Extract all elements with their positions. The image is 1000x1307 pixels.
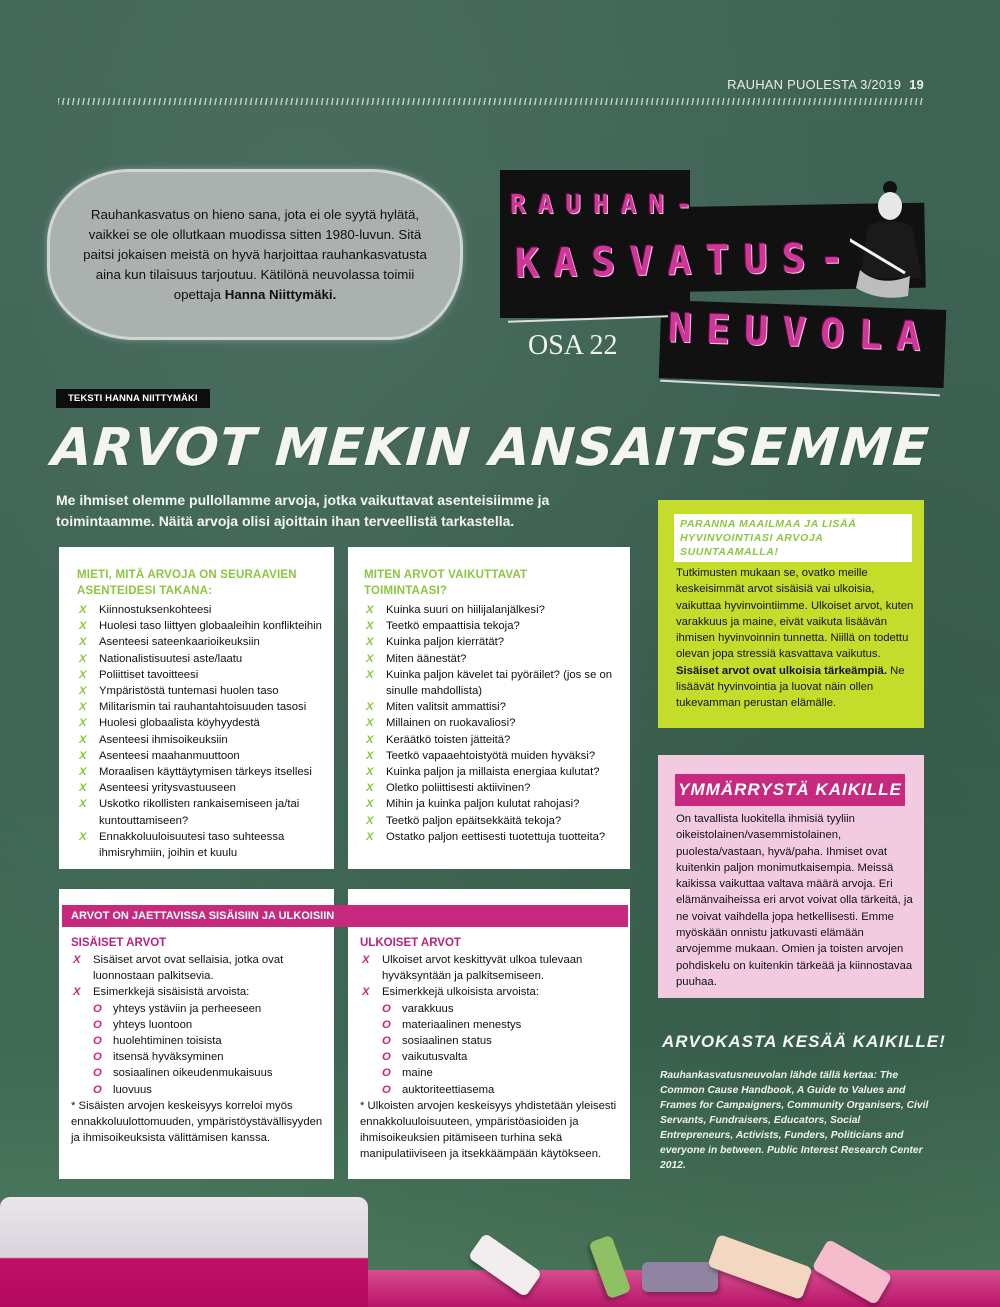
lead-paragraph: Me ihmiset olemme pullollamme arvoja, jotka vaikuttavat asenteisiimme ja toimintaamme. Näitä arvoja olisi ajoittain ihan terveellistä tarkastella.	[56, 492, 550, 529]
intro-body: Rauhankasvatus on hieno sana, jota ei ole syytä hylätä, vaikkei se ole ollutkaan muodissa sitten 1980-luvun. Sitä paitsi jokaisen meistä on hyvä harjoittaa rauhankasvatusta aina kun tilaisuus tarjoutuu. Kätilönä neuvolassa toimii opettaja	[83, 206, 427, 302]
example-item	[360, 1049, 620, 1065]
example-item	[360, 1033, 620, 1049]
intro-author: Hanna Niittymäki.	[224, 286, 337, 302]
list-item-text: Huolesi taso liittyen globaaleihin konflikteihin	[99, 620, 322, 633]
example-text: huolehtiminen toisista	[113, 1035, 222, 1048]
list-item-text: Nationalistisuutesi aste/laatu	[99, 652, 243, 665]
list-item-text: Ennakkoluuloisuutesi taso suhteessa ihmisryhmiin, joihin et kuulu	[99, 830, 285, 860]
list-item-text: Esimerkkejä ulkoisista arvoista:	[382, 986, 539, 999]
x-mark-icon: X	[366, 636, 374, 649]
list-item	[364, 732, 620, 748]
example-text: auktoriteettiasema	[402, 1083, 495, 1096]
list-item-text: Esimerkkejä sisäisistä arvoista:	[93, 986, 250, 999]
list-item-text: Teetkö empaattisia tekoja?	[386, 620, 520, 633]
card-actions	[348, 547, 630, 869]
list-item-text: Miten äänestät?	[386, 652, 467, 665]
o-mark-icon: O	[382, 1067, 391, 1080]
wellbeing-text-end: Ne lisäävät hyvinvointia ja luovat näin ollen tukevamman perustan elämälle.	[676, 664, 905, 710]
x-mark-icon: X	[79, 798, 87, 811]
card-attitudes	[59, 547, 334, 869]
list-item-text: Kuinka paljon ja millaista energiaa kulutat?	[386, 766, 600, 779]
x-mark-icon: X	[79, 620, 87, 633]
running-header	[727, 77, 924, 92]
list-item-text: Keräätkö toisten jätteitä?	[386, 733, 511, 746]
example-text: vaikutusvalta	[402, 1051, 468, 1064]
chalk-purple	[642, 1262, 718, 1292]
x-mark-icon: X	[362, 986, 370, 999]
understanding-heading: YMMÄRRYSTÄ KAIKILLE	[675, 774, 905, 806]
list-item	[364, 602, 620, 618]
list-item	[77, 699, 322, 715]
example-item	[360, 1001, 620, 1017]
list-item	[77, 618, 322, 634]
x-mark-icon: X	[79, 604, 87, 616]
list-item	[364, 667, 620, 699]
inner-values-note: * Sisäisten arvojen keskeisyys korreloi myös ennakkoluulottomuuden, ympäristöystävällisyyden ja ihmisoikeuksista välittämisen kanssa.	[71, 1099, 323, 1145]
x-mark-icon: X	[366, 668, 374, 681]
list-item	[77, 796, 322, 828]
x-mark-icon: X	[366, 814, 374, 827]
x-mark-icon: X	[366, 604, 374, 616]
list-item	[77, 715, 322, 731]
page-number: 19	[909, 77, 924, 92]
x-mark-icon: X	[79, 749, 87, 762]
list-item-text: Kuinka paljon kävelet tai pyöräilet? (jos se on sinulle mahdollista)	[386, 668, 613, 698]
outer-values-heading: ULKOISET ARVOT	[360, 937, 461, 949]
list-item	[71, 984, 324, 1000]
list-item-text: Miten valitsit ammattisi?	[386, 701, 506, 714]
outer-values-points	[360, 952, 620, 1001]
o-mark-icon: O	[93, 1035, 102, 1048]
article-title: ARVOT MEKIN ANSAITSEMME	[49, 418, 932, 478]
example-text: yhteys ystäviin ja perheeseen	[113, 1002, 262, 1015]
list-item-text: Asenteesi ihmisoikeuksiin	[99, 733, 228, 746]
x-mark-icon: X	[366, 620, 374, 633]
inner-values-heading: SISÄISET ARVOT	[71, 937, 167, 949]
list-item	[77, 651, 322, 667]
list-item-text: Huolesi globaalista köyhyydestä	[99, 717, 260, 730]
x-mark-icon: X	[366, 652, 374, 665]
example-text: itsensä hyväksyminen	[113, 1051, 224, 1064]
list-item	[364, 748, 620, 764]
intro-chalk-bubble	[50, 172, 460, 337]
list-item	[364, 764, 620, 780]
list-item-text: Teetkö vapaaehtoistyötä muiden hyväksi?	[386, 749, 596, 762]
x-mark-icon: X	[366, 733, 374, 746]
x-mark-icon: X	[79, 830, 87, 843]
list-item	[77, 829, 322, 861]
list-item-text: Asenteesi sateenkaarioikeuksiin	[99, 636, 260, 649]
list-item-text: Asenteesi yritysvastuuseen	[99, 782, 236, 795]
series-part: OSA 22	[528, 330, 618, 361]
list-item-text: Oletko poliittisesti aktiivinen?	[386, 782, 531, 795]
list-item-text: Kuinka paljon kierrätät?	[386, 636, 505, 649]
example-item	[71, 1065, 324, 1081]
x-mark-icon: X	[366, 766, 374, 779]
list-item	[364, 634, 620, 650]
x-mark-icon: X	[362, 954, 370, 966]
logo-word-kasvatus: KASVATUS-	[514, 235, 859, 287]
example-item	[71, 1049, 324, 1065]
wellbeing-body	[676, 565, 914, 712]
list-item	[71, 952, 324, 984]
wellbeing-box	[658, 500, 924, 728]
list-item-text: Asenteesi maahanmuuttoon	[99, 749, 240, 762]
list-item-text: Ostatko paljon eettisesti tuotettuja tuotteita?	[386, 830, 606, 843]
list-item-text: Sisäiset arvot ovat sellaisia, jotka ovat luonnostaan palkitsevia.	[93, 954, 284, 983]
teacher-photo	[850, 178, 930, 306]
x-mark-icon: X	[366, 830, 374, 843]
list-item-text: Uskotko rikollisten rankaisemiseen ja/tai kuntouttamiseen?	[99, 798, 300, 827]
card-outer-values	[348, 889, 630, 1179]
header-divider	[58, 98, 924, 105]
list-item	[364, 715, 620, 731]
examples-list	[71, 1001, 324, 1098]
o-mark-icon: O	[93, 1002, 102, 1015]
example-item	[360, 1065, 620, 1081]
example-item	[360, 1082, 620, 1098]
x-mark-icon: X	[79, 782, 87, 795]
wellbeing-heading: PARANNA MAAILMAA JA LISÄÄ HYVINVOINTIASI ARVOJA SUUNTAAMALLA!	[674, 514, 912, 562]
list-item-text: Militarismin tai rauhantahtoisuuden tasosi	[99, 701, 307, 714]
o-mark-icon: O	[93, 1018, 102, 1031]
example-item	[360, 1017, 620, 1033]
list-item	[364, 699, 620, 715]
x-mark-icon: X	[366, 782, 374, 795]
list-item	[364, 618, 620, 634]
summer-wish: ARVOKASTA KESÄÄ KAIKILLE!	[662, 1032, 946, 1051]
understanding-body: On tavallista luokitella ihmisiä tyyliin oikeistolainen/vasemmistolainen, puolesta/vastaan, hyvä/paha. Ihmiset ovat kuitenkin paljon monimutkaisempia. Meissä kaikissa vaikuttaa valtava määrä arvoja. Eri elämänvaiheissa eri arvot voivat olla tärkeitä, ja ne voivat vaihdella jopa hetkellisesti. Emme myöskään onnistu jatkuvasti elämään arvojemme mukaan. Omien ja toisten arvojen pohdiskelu on kuitenkin tärkeää ja kiinnostavaa puuhaa.	[676, 813, 913, 988]
actions-list	[364, 602, 620, 845]
list-item-text: Ulkoiset arvot keskittyvät ulkoa tulevaan hyväksyntään ja palkitsemiseen.	[382, 954, 583, 983]
intro-text	[78, 205, 433, 305]
list-item	[77, 732, 322, 748]
publication-name: RAUHAN PUOLESTA 3/2019	[727, 77, 902, 92]
x-mark-icon: X	[366, 798, 374, 811]
list-item	[364, 780, 620, 796]
o-mark-icon: O	[93, 1051, 102, 1064]
x-mark-icon: X	[366, 717, 374, 730]
attitudes-list	[77, 602, 322, 861]
example-text: maine	[402, 1067, 433, 1080]
example-text: varakkuus	[402, 1002, 454, 1015]
x-mark-icon: X	[79, 685, 87, 698]
o-mark-icon: O	[382, 1018, 391, 1031]
list-item	[364, 829, 620, 845]
example-text: yhteys luontoon	[113, 1018, 193, 1031]
x-mark-icon: X	[79, 701, 87, 714]
x-mark-icon: X	[366, 701, 374, 714]
card-actions-heading: MITEN ARVOT VAIKUTTAVAT TOIMINTAASI?	[364, 569, 528, 597]
examples-list	[360, 1001, 620, 1098]
list-item-text: Kuinka suuri on hiilijalanjälkesi?	[386, 604, 545, 616]
example-item	[71, 1001, 324, 1017]
o-mark-icon: O	[382, 1035, 391, 1048]
x-mark-icon: X	[366, 749, 374, 762]
x-mark-icon: X	[79, 636, 87, 649]
x-mark-icon: X	[79, 652, 87, 665]
inner-values-points	[71, 952, 324, 1001]
list-item	[360, 984, 620, 1000]
o-mark-icon: O	[382, 1083, 391, 1096]
o-mark-icon: O	[382, 1051, 391, 1064]
list-item	[77, 634, 322, 650]
understanding-box	[658, 755, 924, 998]
card-inner-values	[59, 889, 334, 1179]
list-item	[360, 952, 620, 984]
list-item	[364, 813, 620, 829]
o-mark-icon: O	[93, 1067, 102, 1080]
example-text: sosiaalinen status	[402, 1035, 492, 1048]
logo-word-rauhan: RAUHAN-	[510, 190, 704, 220]
example-text: luovuus	[113, 1083, 152, 1096]
example-item	[71, 1082, 324, 1098]
list-item	[77, 602, 322, 618]
example-item	[71, 1033, 324, 1049]
wellbeing-emphasis: Sisäiset arvot ovat ulkoisia tärkeämpiä.	[676, 664, 887, 677]
card-attitudes-heading: MIETI, MITÄ ARVOJA ON SEURAAVIEN ASENTEIDESI TAKANA:	[77, 569, 297, 597]
logo-word-neuvola: NEUVOLA	[667, 305, 936, 361]
x-mark-icon: X	[73, 986, 81, 999]
outer-values-note: * Ulkoisten arvojen keskeisyys yhdistetään yleisesti ennakkoluuloisuuteen, ympäristöasioiden ja ihmisoikeuksien pitämiseen turhina sekä manipulatiiviseen ja itsekkäämpään käytökseen.	[360, 1099, 617, 1161]
values-split-banner: ARVOT ON JAETTAVISSA SISÄISIIN JA ULKOISIIN	[62, 905, 628, 927]
list-item-text: Teetkö paljon epäitsekkäitä tekoja?	[386, 814, 562, 827]
list-item-text: Mihin ja kuinka paljon kulutat rahojasi?	[386, 798, 580, 811]
x-mark-icon: X	[73, 954, 81, 966]
list-item	[364, 651, 620, 667]
list-item-text: Poliittiset tavoitteesi	[99, 668, 199, 681]
x-mark-icon: X	[79, 717, 87, 730]
list-item	[77, 780, 322, 796]
o-mark-icon: O	[382, 1002, 391, 1015]
x-mark-icon: X	[79, 733, 87, 746]
list-item	[77, 667, 322, 683]
list-item-text: Kiinnostuksenkohteesi	[99, 604, 212, 616]
x-mark-icon: X	[79, 766, 87, 779]
list-item	[364, 796, 620, 812]
list-item-text: Ympäristöstä tuntemasi huolen taso	[99, 685, 279, 698]
example-item	[71, 1017, 324, 1033]
list-item-text: Moraalisen käyttäytymisen tärkeys itsellesi	[99, 766, 312, 779]
x-mark-icon: X	[79, 668, 87, 681]
byline: TEKSTI HANNA NIITTYMÄKI	[56, 389, 210, 408]
list-item-text: Millainen on ruokavaliosi?	[386, 717, 516, 730]
eraser-illustration	[0, 1197, 368, 1307]
o-mark-icon: O	[93, 1083, 102, 1096]
example-text: sosiaalinen oikeudenmukaisuus	[113, 1067, 273, 1080]
list-item	[77, 683, 322, 699]
list-item	[77, 748, 322, 764]
example-text: materiaalinen menestys	[402, 1018, 522, 1031]
wellbeing-text: Tutkimusten mukaan se, ovatko meille keskeisimmät arvot sisäisiä vai ulkoisia, vaikuttaa hyvinvointiimme. Ulkoiset arvot, kuten varakkuus ja maine, eivät vaikuta lisäävän ihmisen hyvinvoinnin tunnetta. Niillä on todettu olevan jopa stressiä kasvattava vaikutus.	[676, 567, 914, 661]
list-item	[77, 764, 322, 780]
source-credit: Rauhankasvatusneuvolan lähde tällä kertaa: The Common Cause Handbook, A Guide to Values and Frames for Campaigners, Community Organisers, Civil Servants, Fundraisers, Educators, Social Entrepreneurs, Activists, Funders, Politicians and everyone in between. Public Interest Research Center 2012.	[660, 1070, 929, 1171]
